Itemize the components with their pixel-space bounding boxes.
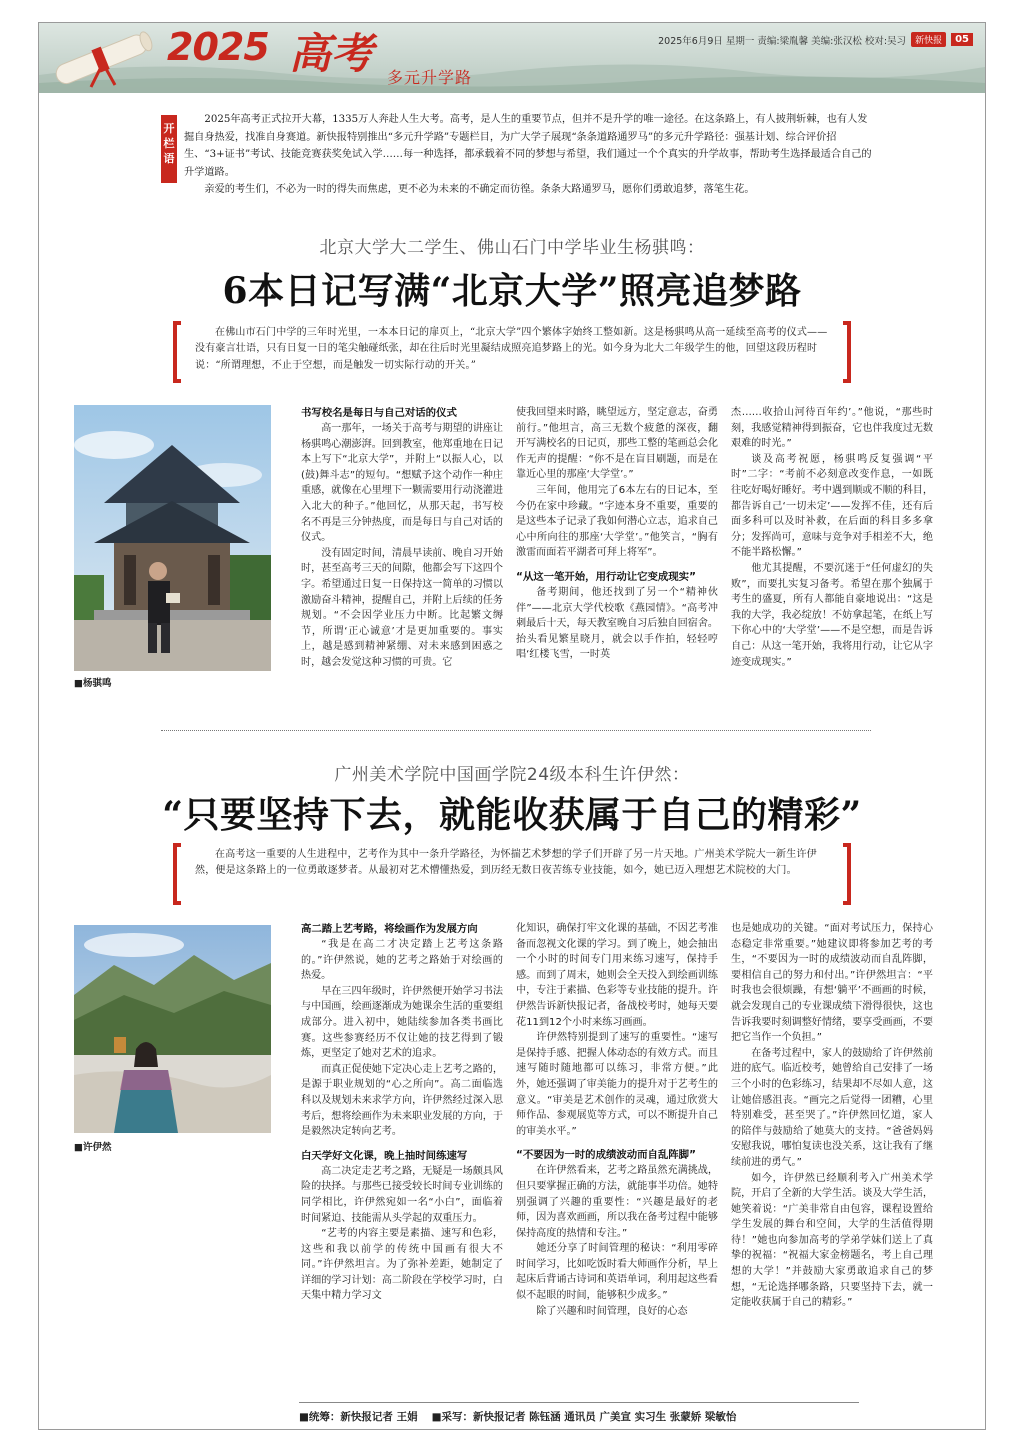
paragraph: 如今，许伊然已经顺利考入广州美术学院，开启了全新的大学生活。谈及大学生活，她笑着说：“广美非常自由包容，课程设置给学生发展的舞台和空间，大学的生活值得期待！”她也向参加高考的学弟学妹们送上了真挚的祝福：“祝福大家金榜题名，考上自己理想的大学！”并鼓励大家勇敢追求自己的梦想，“无论选择哪条路，只要坚持下去，就一定能收获属于自己的精彩。” <box>731 1172 933 1309</box>
paragraph: 她还分享了时间管理的秘诀：“利用零碎时间学习，比如吃饭时看大师画作分析，早上起床后背诵古诗词和英语单词，利用起这些看似不起眼的时间，能够积少成多。” <box>516 1243 718 1302</box>
lead-text: 在高考这一重要的人生进程中，艺考作为其中一条升学路径，为怀揣艺术梦想的学子们开辟了另一片天地。广州美术学院大一新生许伊然，便是这条路上的一位勇敢逐梦者。从最初对艺术懵懂热爱，到历经无数日夜苦练专业技能，如今，她已迈入理想艺术院校的大门。 <box>195 849 817 877</box>
article2-kicker: 广州美术学院中国画学院24级本科生许伊然： <box>334 765 690 785</box>
section-heading: 高二踏上艺考路，将绘画作为发展方向 <box>301 923 478 935</box>
brand-badge: 新快报 <box>911 32 946 47</box>
paragraph: 高二决定走艺考之路，无疑是一场颇具风险的抉择。与那些已接受较长时间专业训练的同学相比，许伊然宛如一名“小白”，面临着时间紧迫、技能需从头学起的双重压力。 <box>301 1165 503 1224</box>
text-column <box>731 405 933 671</box>
page-header <box>39 23 985 93</box>
photo-caption: ■杨骐鸣 <box>74 678 112 689</box>
credits-rule <box>299 1402 859 1403</box>
paragraph: 化知识，确保打牢文化课的基础，不因艺考准备而忽视文化课的学习。到了晚上，她会抽出一个小时的时间专门用来练习速写，保持手感。而到了周末，她则会全天投入到绘画训练中，专注于素描、色彩等专业技能的提升。许伊然告诉新快报记者，备战校考时，她每天要花11到12个小时来练习画画。 <box>516 923 718 1028</box>
credit-writers: ■采写：新快报记者 陈钰涵 通讯员 广美宣 实习生 张蒙娇 梁敏怡 <box>431 1411 737 1423</box>
newspaper-page <box>38 22 986 1430</box>
paragraph: 备考期间，他还找到了另一个“精神伙伴”——北京大学代校歌《燕园情》。“高考冲刺最后十天，每天教室晚自习后独自回宿舍。抬头看见繁星晓月，就会以手作拍，轻轻哼唱‘红楼飞雪，一时英 <box>516 586 718 661</box>
credit-coordinator: ■统筹：新快报记者 王娟 <box>299 1411 418 1423</box>
paragraph: 使我回望来时路，眺望远方，坚定意志，奋勇前行。”他坦言，高三无数个疲惫的深夜，翻开写满校名的日记页，那些工整的笔画总会化作无声的提醒：“你不是在盲目刷题，而是在靠近心里的那座‘大学堂’。” <box>516 407 718 481</box>
intro-paragraph: 亲爱的考生们，不必为一时的得失而焦虑，更不必为未来的不确定而彷徨。条条大路通罗马，愿你们勇敢追梦，落笔生花。 <box>204 184 755 196</box>
column-intro <box>184 111 874 199</box>
intro-paragraph: 2025年高考正式拉开大幕，1335万人奔赴人生大考。高考，是人生的重要节点，但并不是升学的唯一途径。在这条路上，有人披荆斩棘，也有人发掘自身热爱，找准自身赛道。新快报特别推出“多元升学路”专题栏目，为广大学子展现“条条道路通罗马”的多元升学路径：强基计划、综合评价招生、“3+证书”考试、技能竞赛获奖免试入学……每一种选择，都承载着不同的梦想与希望，我们通过一个个真实的升学故事，帮助考生选择最适合自己的升学道路。 <box>184 114 872 178</box>
bracket-left <box>173 843 181 905</box>
paragraph: 除了兴趣和时间管理，良好的心态 <box>536 1305 688 1317</box>
paragraph: 三年间，他用完了6本左右的日记本，至今仍在家中珍藏。“字迹本身不重要，重要的是这些本子记录了我如何潜心立志，追求自己心中所向往的那座‘大学堂’。”他笑言，“胸有激雷而面若平湖者可拜上将军”。 <box>516 484 718 559</box>
text-column <box>301 921 503 1319</box>
article-divider <box>161 730 871 731</box>
section-heading: “从这一笔开始，用行动让它变成现实” <box>516 570 696 583</box>
bracket-right <box>843 321 851 383</box>
paragraph: 杰……收拾山河待百年约’。”他说，“那些时刻，我感觉精神得到振奋，它也伴我度过无数艰难的时光。” <box>731 407 933 450</box>
text-column <box>516 921 718 1319</box>
paragraph: 也是她成功的关键。“面对考试压力，保持心态稳定非常重要。”她建议即将参加艺考的考生，“不要因为一时的成绩波动而自乱阵脚，要相信自己的努力和付出。”许伊然坦言：“平时我也会很烦躁，有想‘躺平’不画画的时候，就会发现自己的专业课成绩下滑得很快，这也告诉我要时刻调整好情绪，要享受画画，不要把它当作一个负担。” <box>731 923 933 1044</box>
text-column <box>301 405 503 671</box>
issue-meta: 2025年6月9日 星期一 责编:梁胤馨 美编:张汉松 校对:吴习 <box>658 35 907 47</box>
article1-headline: 6本日记写满“北京大学”照亮追梦路 <box>222 270 802 312</box>
lead-text: 在佛山市石门中学的三年时光里，一本本日记的扉页上，“北京大学”四个繁体字始终工整如新。这是杨骐鸣从高一延续至高考的仪式——没有豪言壮语，只有日复一日的笔尖触碰纸张，却在往后时光里凝结成照亮追梦路上的光。如今身为北大二年级学生的他，回望这段历程时说：“所谓理想，不止于空想，而是触发一切实际行动的开关。” <box>195 327 828 371</box>
article2-lead <box>173 843 851 905</box>
bracket-left <box>173 321 181 383</box>
photo-xu-yiran <box>74 925 271 1133</box>
section-heading: 白天学好文化课，晚上抽时间练速写 <box>301 1149 468 1162</box>
paragraph: 高一那年，一场关于高考与期望的讲座让杨骐鸣心潮澎湃。回到教室，他郑重地在日记本上写下“北京大学”，并附上“以振人心，以(鼓)舞斗志”的短句。“想赋予这个动作一种庄重感，就像在心里埋下一颗需要用行动浇灌进入北大的种子。”他回忆，从那天起，书写校名不再是三分钟热度，而是每日与自己对话的仪式。 <box>301 423 503 544</box>
header-title: 高考 <box>289 29 374 78</box>
article2-body <box>301 921 933 1319</box>
paragraph: 他尤其提醒，不要沉迷于“任何虚幻的失败”，而要扎实复习备考。希望在那个独属于考生的盛夏，所有人都能自豪地说出：“这是我的大学，我必绽放！不妨拿起笔，在纸上写下你心中的‘大学堂’——不是空想，而是告诉自己：从这一笔开始，我将用行动，让它从字迹变成现实。” <box>731 562 933 668</box>
paragraph: 没有固定时间，清晨早读前、晚自习开始时，甚至高考三天的间隙，他都会写下这四个字。希望通过日复一日保持这一简单的习惯以激励奋斗精神，提醒自己，并附上后续的任务规划。“不会因学业压力中断。比起繁文缛节，所谓‘正心诚意’才是更加重要的。事实上，越是感到精神紧绷、对未来感到困惑之时，越会发觉这种习惯的可贵。它 <box>301 547 503 668</box>
paragraph: 而真正促使她下定决心走上艺考之路的，是源于职业规划的“心之所向”。高二面临选科以及规划未来求学方向，许伊然经过深入思考后，想将绘画作为未来职业发展的方向，于是毅然决定转向艺考。 <box>301 1063 503 1138</box>
header-meta <box>658 32 973 47</box>
credits <box>299 1409 736 1424</box>
paragraph: 许伊然特别提到了速写的重要性。“速写是保持手感、把握人体动态的有效方式。而且速写随时随地都可以练习，非常方便。”此外，她还强调了审美能力的提升对于艺考生的意义。“审美是艺术创作的灵魂，通过欣赏大师作品、参观展览等方式，可以不断提升自己的审美水平。” <box>516 1032 718 1137</box>
section-heading: 书写校名是每日与自己对话的仪式 <box>301 407 457 419</box>
article1-kicker: 北京大学大二学生、佛山石门中学毕业生杨骐鸣： <box>319 238 705 258</box>
paragraph: “我是在高二才决定踏上艺考这条路的。”许伊然说，她的艺考之路始于对绘画的热爱。 <box>301 939 503 982</box>
section-heading: “不要因为一时的成绩波动而自乱阵脚” <box>516 1149 696 1162</box>
bracket-right <box>843 843 851 905</box>
article1-body <box>301 405 933 671</box>
paragraph: 早在三四年级时，许伊然便开始学习书法与中国画，绘画逐渐成为她课余生活的重要组成部分。进入初中，她陆续参加各类书画比赛。这些参赛经历不仅让她的技艺得到了锻炼，更坚定了她对艺术的追求。 <box>301 985 503 1060</box>
paragraph: 在许伊然看来，艺考之路虽然充满挑战，但只要掌握正确的方法，就能事半功倍。她特别强调了兴趣的重要性：“兴趣是最好的老师，因为喜欢画画，所以我在备考过程中能够保持高度的热情和专注。” <box>516 1165 718 1239</box>
header-year: 2025 <box>167 25 269 69</box>
page-number: 05 <box>951 33 973 46</box>
paragraph: “艺考的内容主要是素描、速写和色彩，这些和我以前学的传统中国画有很大不同。”许伊然坦言。为了弥补差距，她制定了详细的学习计划：高二阶段在学校学习时，白天集中精力学习文 <box>301 1228 503 1302</box>
text-column <box>731 921 933 1319</box>
article1-lead <box>173 321 851 383</box>
paragraph: 在备考过程中，家人的鼓励给了许伊然前进的底气。临近校考，她曾给自己安排了一场三个小时的色彩练习，结果却不尽如人意，这让她倍感沮丧。“画完之后觉得一团糟，心里特别难受，甚至哭了。”许伊然回忆道，家人的陪伴与鼓励给了她莫大的支持。“爸爸妈妈安慰我说，哪怕复读也没关系，这让我有了继续前进的勇气。” <box>731 1047 933 1168</box>
photo-caption: ■许伊然 <box>74 1142 112 1153</box>
article2-headline: “只要坚持下去，就能收获属于自己的精彩” <box>162 794 862 836</box>
photo-yang-qiming <box>74 405 271 671</box>
intro-tag: 开栏语 <box>161 115 177 183</box>
paragraph: 谈及高考祝愿，杨骐鸣反复强调“平时”二字：“考前不必刻意改变作息，一如既往吃好喝好睡好。考中遇到顺或不顺的科目，都告诉自己‘一切未定’——发挥不佳，还有后面多科可以及时补救，在后面的科目多多拿分；发挥尚可，意味与竞争对手相差不大，绝不能半路松懈。” <box>731 453 933 559</box>
diploma-scroll-icon <box>43 27 161 89</box>
header-subtitle: 多元升学路 <box>387 68 473 87</box>
text-column <box>516 405 718 671</box>
